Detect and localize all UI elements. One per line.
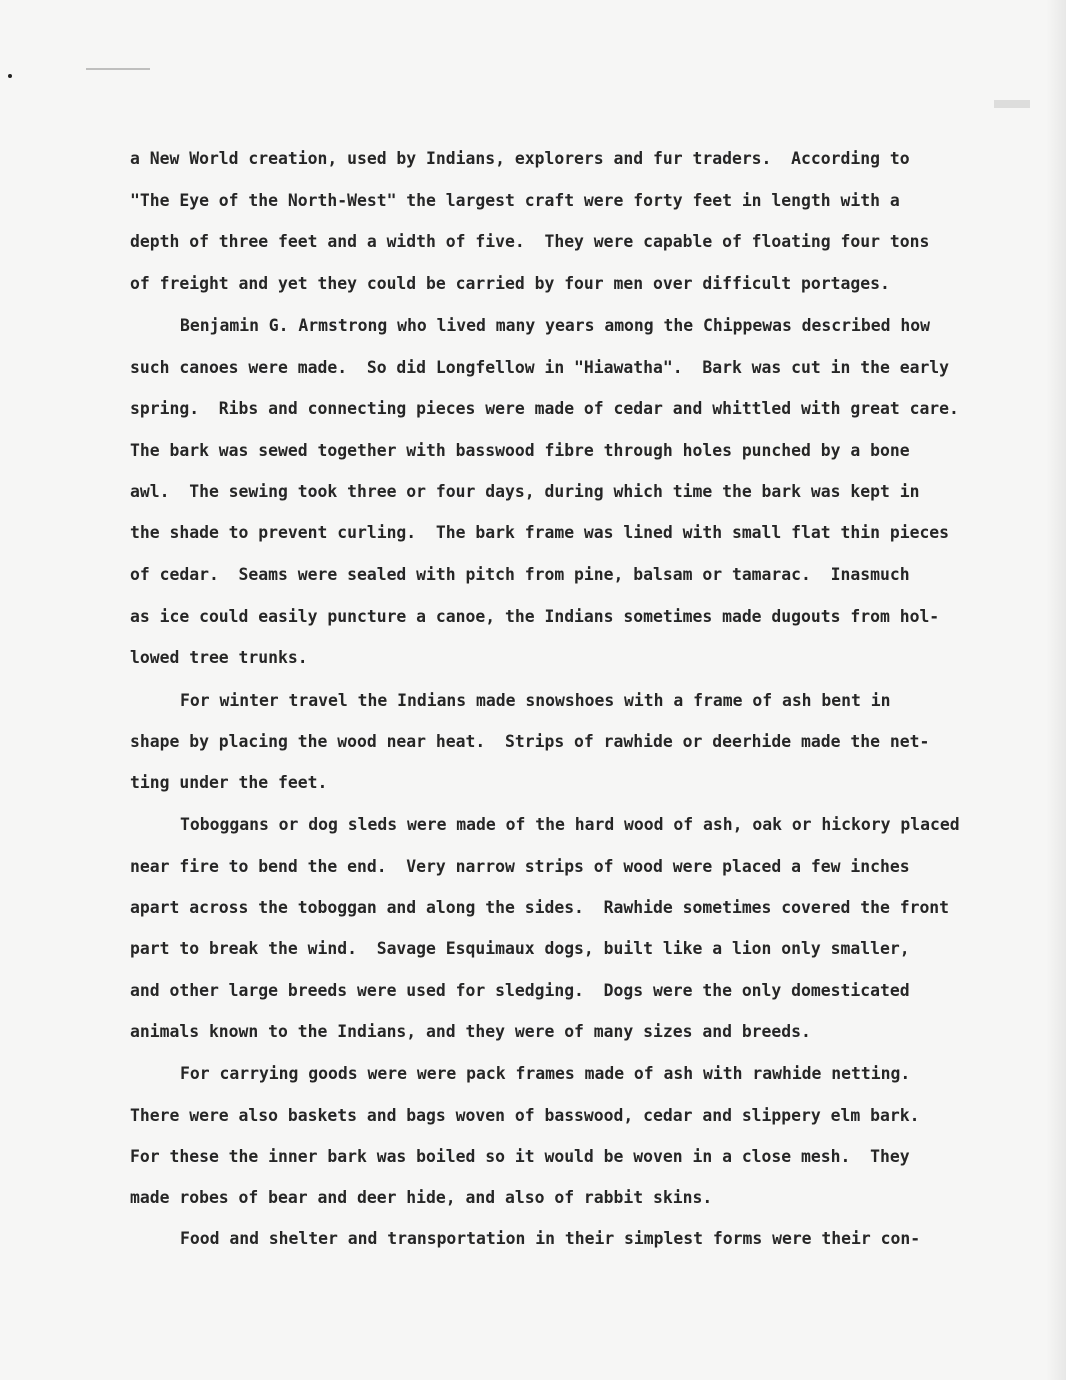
text-line: and other large breeds were used for sledging. Dogs were the only domesticated <box>130 981 910 1000</box>
text-line: lowed tree trunks. <box>130 648 308 667</box>
text-line: apart across the toboggan and along the sides. Rawhide sometimes covered the front <box>130 898 950 917</box>
text-line: as ice could easily puncture a canoe, the Indians sometimes made dugouts from hol- <box>130 607 940 626</box>
text-line: Toboggans or dog sleds were made of the hard wood of ash, oak or hickory placed <box>180 815 960 834</box>
text-line: near fire to bend the end. Very narrow strips of wood were placed a few inches <box>130 857 910 876</box>
text-line: There were also baskets and bags woven of basswood, cedar and slippery elm bark. <box>130 1106 920 1125</box>
text-line: "The Eye of the North-West" the largest craft were forty feet in length with a <box>130 191 900 210</box>
text-line: part to break the wind. Savage Esquimaux dogs, built like a lion only smaller, <box>130 939 910 958</box>
margin-mark <box>86 68 150 70</box>
text-line: animals known to the Indians, and they were of many sizes and breeds. <box>130 1022 811 1041</box>
punch-mark <box>8 74 12 78</box>
text-line: For winter travel the Indians made snowshoes with a frame of ash bent in <box>180 691 891 710</box>
text-line: ting under the feet. <box>130 773 328 792</box>
text-line: Food and shelter and transportation in their simplest forms were their con- <box>180 1229 921 1248</box>
text-line: awl. The sewing took three or four days, during which time the bark was kept in <box>130 482 920 501</box>
margin-smudge <box>994 100 1030 108</box>
text-line: depth of three feet and a width of five. They were capable of floating four tons <box>130 232 930 251</box>
text-line: of freight and yet they could be carried by four men over difficult portages. <box>130 274 890 293</box>
text-line: The bark was sewed together with basswood fibre through holes punched by a bone <box>130 441 910 460</box>
text-line: spring. Ribs and connecting pieces were made of cedar and whittled with great care. <box>130 399 959 418</box>
text-line: shape by placing the wood near heat. Strips of rawhide or deerhide made the net- <box>130 732 930 751</box>
text-line: such canoes were made. So did Longfellow in "Hiawatha". Bark was cut in the early <box>130 358 950 377</box>
text-line: of cedar. Seams were sealed with pitch from pine, balsam or tamarac. Inasmuch <box>130 565 910 584</box>
text-line: Benjamin G. Armstrong who lived many years among the Chippewas described how <box>180 316 930 335</box>
text-line: For these the inner bark was boiled so it would be woven in a close mesh. They <box>130 1147 910 1166</box>
text-line: the shade to prevent curling. The bark frame was lined with small flat thin pieces <box>130 523 950 542</box>
page-edge-shadow <box>1046 0 1066 1380</box>
text-line: For carrying goods were were pack frames made of ash with rawhide netting. <box>180 1064 911 1083</box>
text-line: a New World creation, used by Indians, explorers and fur traders. According to <box>130 149 910 168</box>
text-line: made robes of bear and deer hide, and also of rabbit skins. <box>130 1188 713 1207</box>
